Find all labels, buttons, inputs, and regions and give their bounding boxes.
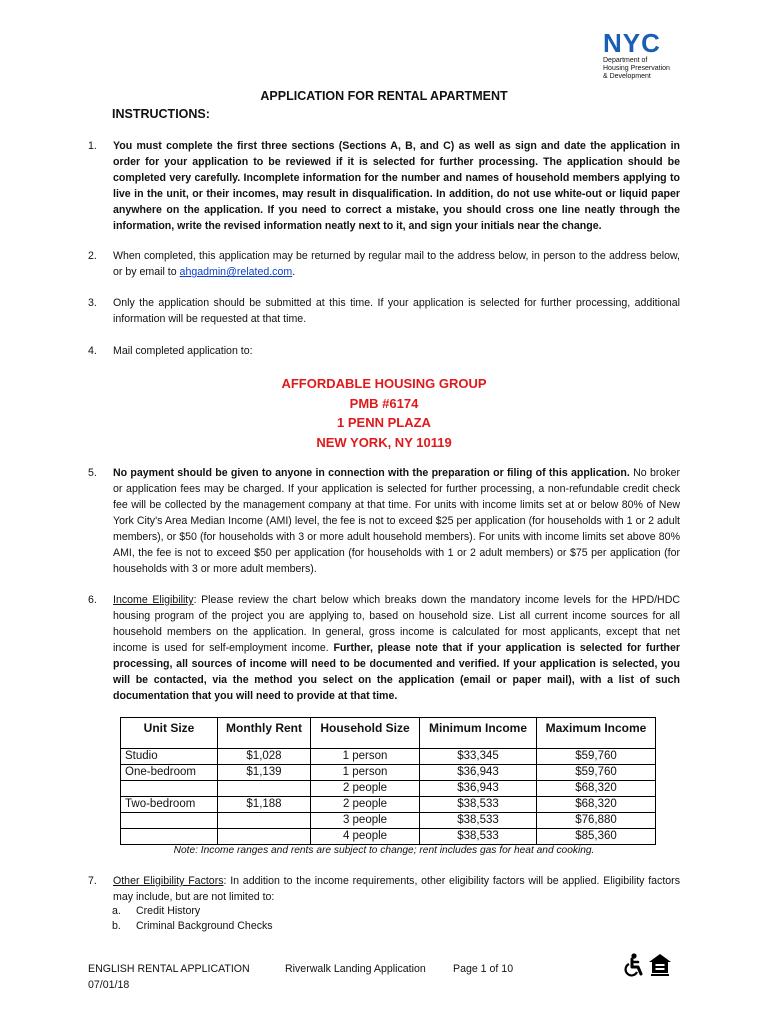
col-header-minimum-income: Minimum Income [420,718,537,749]
eligibility-factor-a [112,905,200,917]
item-text: Only the application should be submitted at this time. If your application is selected for further processing, additional information will be requested at that time. [113,297,680,325]
cell-maximum-income: $68,320 [537,797,656,813]
table-header-row [121,718,656,749]
instruction-item-3 [88,295,680,327]
col-header-unit-size: Unit Size [121,718,218,749]
cell-minimum-income: $33,345 [420,749,537,765]
cell-household-size: 4 people [311,829,420,845]
footer-date: 07/01/18 [88,979,130,991]
factor-letter: a. [112,905,121,917]
cell-minimum-income: $38,533 [420,829,537,845]
item-text-main: When completed, this application may be returned by regular mail to the address below, in person to the address below, or by email to [113,250,680,278]
instruction-item-6 [88,592,680,704]
table-row [121,813,656,829]
cell-monthly-rent: $1,139 [218,765,311,781]
item-text-end: . [292,266,296,278]
cell-monthly-rent [218,781,311,797]
item-label: Other Eligibility Factors [113,875,224,887]
cell-unit-size [121,813,218,829]
footer-icons [622,953,672,977]
instruction-item-1 [88,138,680,234]
table-row [121,749,656,765]
logo-letter-y: Y [622,28,640,58]
item-text: Mail completed application to: [113,345,253,357]
footer-page-number: Page 1 of 10 [453,963,514,975]
col-header-maximum-income: Maximum Income [537,718,656,749]
logo-line1: Department of [603,57,648,64]
logo-letter-n: N [603,28,621,58]
cell-unit-size [121,781,218,797]
item-label: Income Eligibility [113,594,194,606]
instruction-item-5 [88,465,680,577]
item-bold-text: No payment should be given to anyone in connection with the preparation or filing of this application. [113,467,630,479]
cell-maximum-income: $68,320 [537,781,656,797]
item-number: 1. [88,140,97,152]
instruction-item-7 [88,873,680,905]
item-text: You must complete the first three sections (Sections A, B, and C) as well as sign and date the application in order for your application to be reviewed if it is selected for further processing. The application should be completed very carefully. Incomplete information for the number and names of household members applying to live in the unit, or their incomes, may result in disqualification. In addition, do not use white-out or liquid paper anywhere on the application. If you need to correct a mistake, you should cross one line neatly through the information, write the revised information neatly next to it, and sign your initials near the change. [113,140,680,232]
item-number: 5. [88,467,97,479]
item-number: 4. [88,345,97,357]
logo-line2: Housing Preservation [603,65,670,72]
income-table [120,717,656,845]
equal-housing-icon [648,953,672,977]
logo-line3: & Development [603,73,651,80]
item-text-main: : Please review the chart below which breaks down the mandatory income levels for the HPD/HDC housing program of the project you are applying to, based on household size. List all current income sources for all household members on the application. In general, gross income is calculated for most applicants, except that net income is used for self-employment income. [113,594,681,654]
cell-unit-size [121,829,218,845]
eligibility-factor-b [112,920,273,932]
cell-household-size: 2 people [311,781,420,797]
cell-household-size: 1 person [311,765,420,781]
address-line1: AFFORDABLE HOUSING GROUP [281,376,487,391]
cell-maximum-income: $85,360 [537,829,656,845]
email-link[interactable]: ahgadmin@related.com [179,266,293,278]
cell-maximum-income: $59,760 [537,765,656,781]
item-text [113,873,680,905]
cell-monthly-rent: $1,028 [218,749,311,765]
instruction-item-4 [88,343,680,359]
table-row [121,781,656,797]
logo-caption [603,57,703,81]
item-text [113,248,680,280]
footer-center: Riverwalk Landing Application [285,963,426,975]
cell-household-size: 2 people [311,797,420,813]
item-bold-text: Further, please note that if your application is selected for further processing, all sources of income will need to be documented and verified. If your application is selected, you will be contacted, via the method you select on the application (email or paper mail), with a list of such documentation that you will need to provide at that time. [113,642,680,702]
mailing-address [0,374,768,452]
cell-minimum-income: $36,943 [420,765,537,781]
cell-monthly-rent: $1,188 [218,797,311,813]
cell-monthly-rent [218,829,311,845]
document-title: APPLICATION FOR RENTAL APARTMENT [260,89,508,103]
cell-minimum-income: $38,533 [420,813,537,829]
cell-monthly-rent [218,813,311,829]
table-row [121,765,656,781]
instruction-item-2 [88,248,680,280]
table-row [121,829,656,845]
factor-text: Credit History [136,905,201,917]
item-number: 6. [88,594,97,606]
cell-minimum-income: $38,533 [420,797,537,813]
accessibility-icon [622,953,644,977]
item-number: 3. [88,297,97,309]
item-text-main: : In addition to the income requirements, other eligibility factors will be applied. Eligibility factors may include, but are not limited to: [113,875,680,903]
table-note: Note: Income ranges and rents are subject to change; rent includes gas for heat and cooking. [173,845,595,856]
cell-maximum-income: $76,880 [537,813,656,829]
cell-unit-size: One-bedroom [121,765,218,781]
address-line4: NEW YORK, NY 10119 [316,434,452,450]
col-header-household-size: Household Size [311,718,420,749]
item-number: 7. [88,875,97,887]
cell-minimum-income: $36,943 [420,781,537,797]
item-text-main: No broker or application fees may be charged. If your application is selected for further processing, a non-refundable credit check fee will be collected by the management company at that time. For units with income limits set at or below 80% of New York City's Area Median Income (AMI) level, the fee is not to exceed $25 per application (for households with 1 or 2 adult members), or $50 (for households with 3 or more adult household members). For units with income limits set above 80% AMI, the fee is not to exceed $50 per application (for households with 1 or 2 adult members) or $75 per application (for households with 3 or more adult members). [113,467,680,575]
nyc-hpd-logo [603,28,723,81]
item-number: 2. [88,250,97,262]
cell-household-size: 3 people [311,813,420,829]
cell-unit-size: Studio [121,749,218,765]
address-line3: 1 PENN PLAZA [337,415,431,430]
cell-household-size: 1 person [311,749,420,765]
table-row [121,797,656,813]
factor-letter: b. [112,920,121,932]
cell-maximum-income: $59,760 [537,749,656,765]
nyc-logo-mark [603,28,723,58]
footer-left: ENGLISH RENTAL APPLICATION [88,963,250,975]
item-text [113,465,680,577]
factor-text: Criminal Background Checks [136,920,273,932]
address-line2: PMB #6174 [349,395,419,411]
col-header-monthly-rent: Monthly Rent [218,718,311,749]
logo-letter-c: C [641,28,659,58]
cell-unit-size: Two-bedroom [121,797,218,813]
instructions-heading: INSTRUCTIONS: [112,107,210,121]
item-text [113,592,680,704]
